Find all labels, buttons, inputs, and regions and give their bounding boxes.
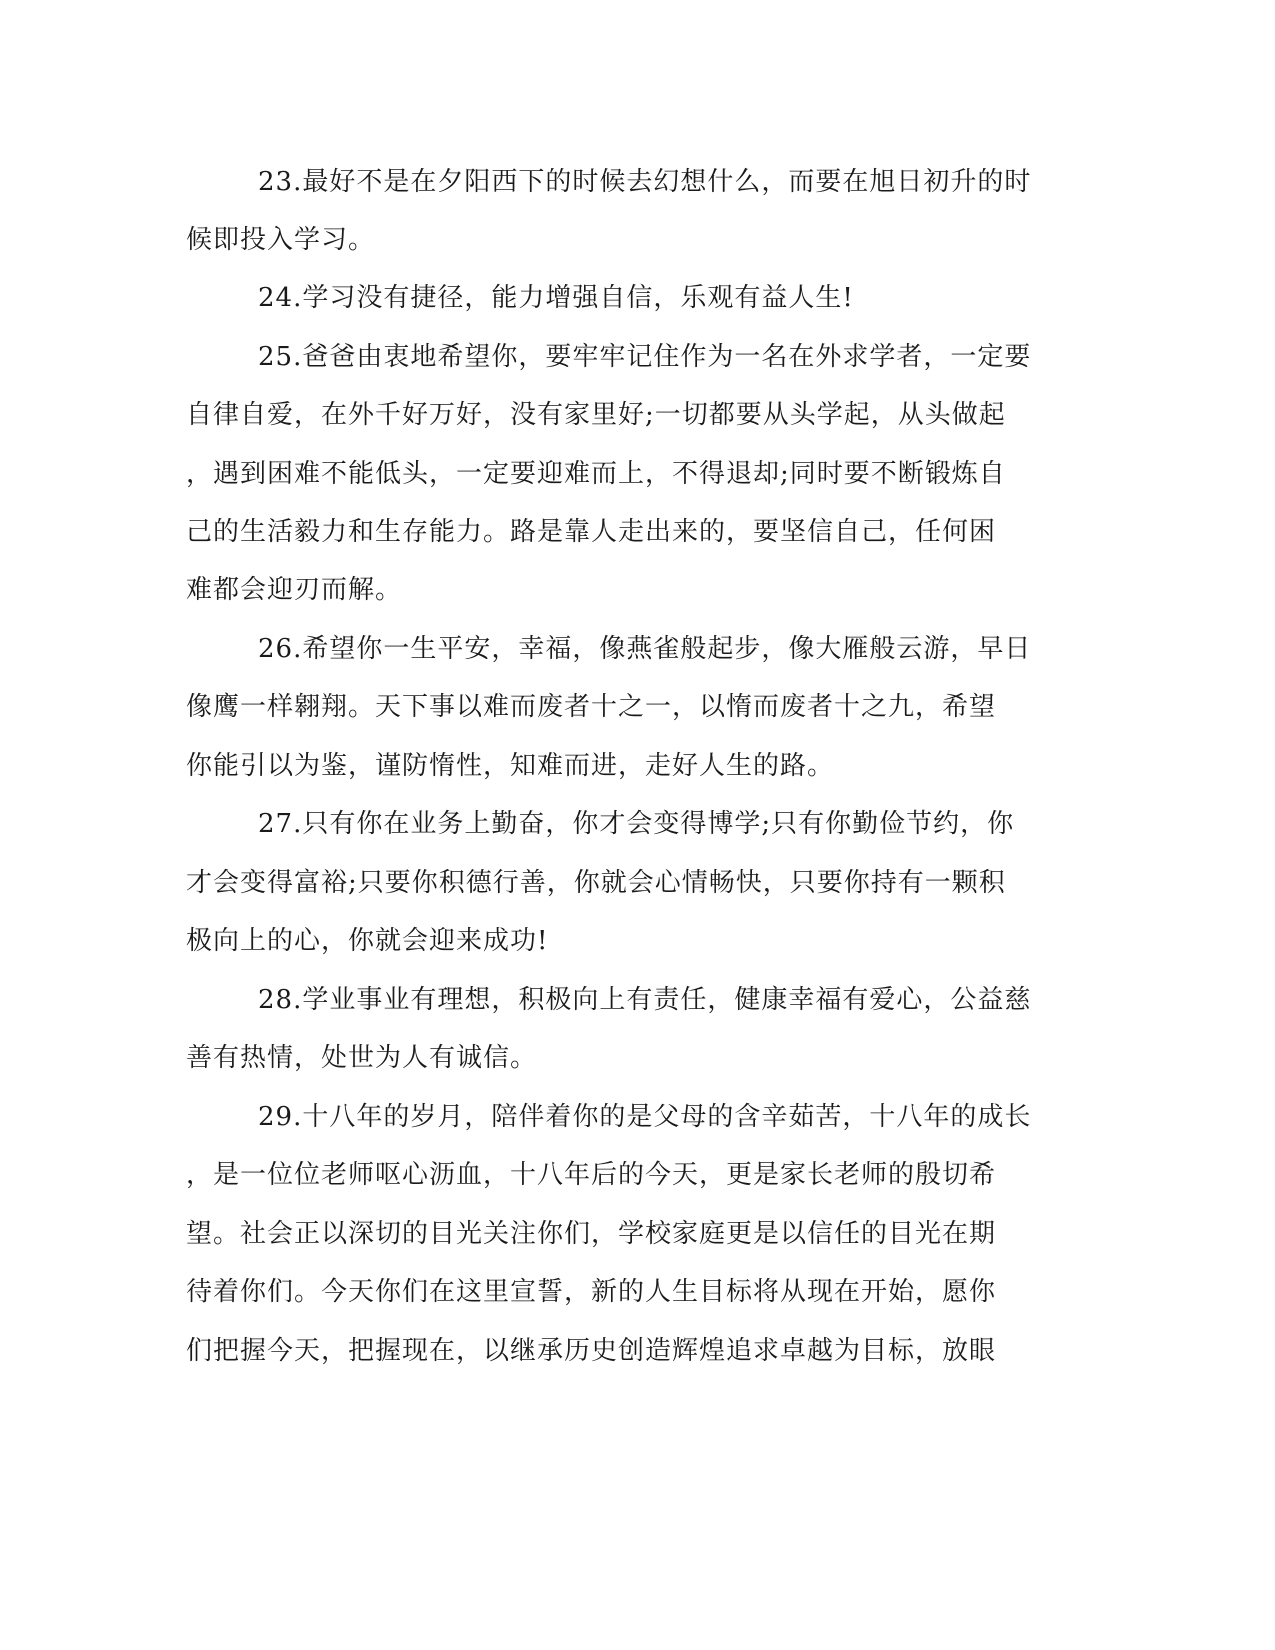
text-line: 候即投入学习。 xyxy=(186,225,376,255)
text-line: 己的生活毅力和生存能力。路是靠人走出来的，要坚信自己，任何困 xyxy=(186,517,997,547)
text-line: 才会变得富裕;只要你积德行善，你就会心情畅快，只要你持有一颗积 xyxy=(186,868,1006,898)
text-line: 25.爸爸由衷地希望你，要牢牢记住作为一名在外求学者，一定要 xyxy=(258,342,1032,372)
text-line: 望。社会正以深切的目光关注你们，学校家庭更是以信任的目光在期 xyxy=(186,1219,997,1249)
text-line: 像鹰一样翱翔。天下事以难而废者十之一，以惰而废者十之九，希望 xyxy=(186,692,997,722)
text-line: 们把握今天，把握现在，以继承历史创造辉煌追求卓越为目标，放眼 xyxy=(186,1336,997,1366)
text-line: 待着你们。今天你们在这里宣誓，新的人生目标将从现在开始，愿你 xyxy=(186,1277,997,1307)
text-line: 27.只有你在业务上勤奋，你才会变得博学;只有你勤俭节约，你 xyxy=(258,809,1015,839)
text-line: ，是一位位老师呕心沥血，十八年后的今天，更是家长老师的殷切希 xyxy=(186,1160,997,1190)
text-line: 26.希望你一生平安，幸福，像燕雀般起步，像大雁般云游，早日 xyxy=(258,634,1032,664)
text-line: 29.十八年的岁月，陪伴着你的是父母的含辛茹苦，十八年的成长 xyxy=(258,1102,1032,1132)
text-line: 难都会迎刃而解。 xyxy=(186,575,403,605)
text-line: 28.学业事业有理想，积极向上有责任，健康幸福有爱心，公益慈 xyxy=(258,985,1032,1015)
text-line: 你能引以为鉴，谨防惰性，知难而进，走好人生的路。 xyxy=(186,751,835,781)
text-line: 自律自爱，在外千好万好，没有家里好;一切都要从头学起，从头做起 xyxy=(186,400,1006,430)
text-line: 善有热情，处世为人有诚信。 xyxy=(186,1043,538,1073)
text-line: 极向上的心，你就会迎来成功! xyxy=(186,926,549,956)
text-line: 23.最好不是在夕阳西下的时候去幻想什么，而要在旭日初升的时 xyxy=(258,167,1032,197)
text-line: ，遇到困难不能低头，一定要迎难而上，不得退却;同时要不断锻炼自 xyxy=(186,459,1006,489)
text-line: 24.学习没有捷径，能力增强自信，乐观有益人生! xyxy=(258,283,854,313)
